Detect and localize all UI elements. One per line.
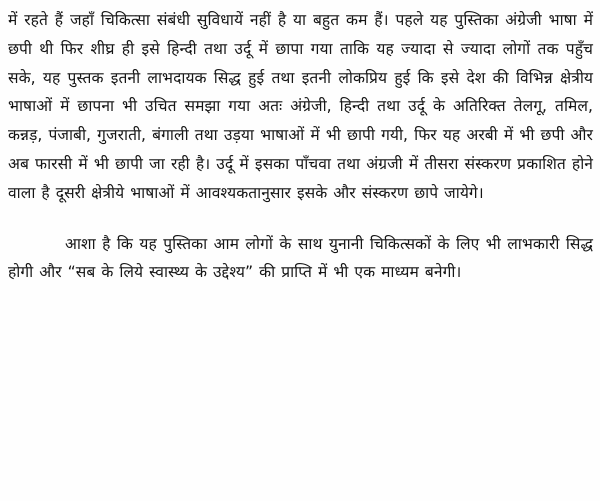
paragraph-first: में रहते हैं जहाँ चिकित्सा संबंधी सुविधायें नहीं है या बहुत कम हैं। पहले यह पुस्तिका अंग्रेजी भाषा में छपी थी फिर शीघ्र ही इसे हिन्दी तथा उर्दू में छापा गया ताकि यह ज्यादा से ज्यादा लोगों तक पहुँच सके, यह पुस्तक इतनी लाभदायक सिद्ध हुई तथा इतनी लोकप्रिय हुई कि इसे देश की विभिन्न क्षेत्रीय भाषाओं में छापना भी उचित समझा गया अतः अंग्रेजी, हिन्दी तथा उर्दू के अतिरिक्त तेलगू, तमिल, कन्नड़, पंजाबी, गुजराती, बंगाली तथा उड़या भाषाओं में भी छापी गयी, फिर यह अरबी में भी छपी और अब फारसी में भी छापी जा रही है। उर्दू में इसका पाँचवा तथा अंग्रजी में तीसरा संस्करण प्रकाशित होने वाला है दूसरी क्षेत्रीये भाषाओं में आवश्यकतानुसार इसके और संस्करण छापे जायेगे। [8, 11, 593, 202]
paragraph-second: आशा है कि यह पुस्तिका आम लोगों के साथ युनानी चिकित्सकों के लिए भी लाभकारी सिद्ध होगी और “सब के लिये स्वास्थ्य के उद्देश्य” की प्राप्ति में भी एक माध्यम बनेगी। [8, 234, 593, 282]
